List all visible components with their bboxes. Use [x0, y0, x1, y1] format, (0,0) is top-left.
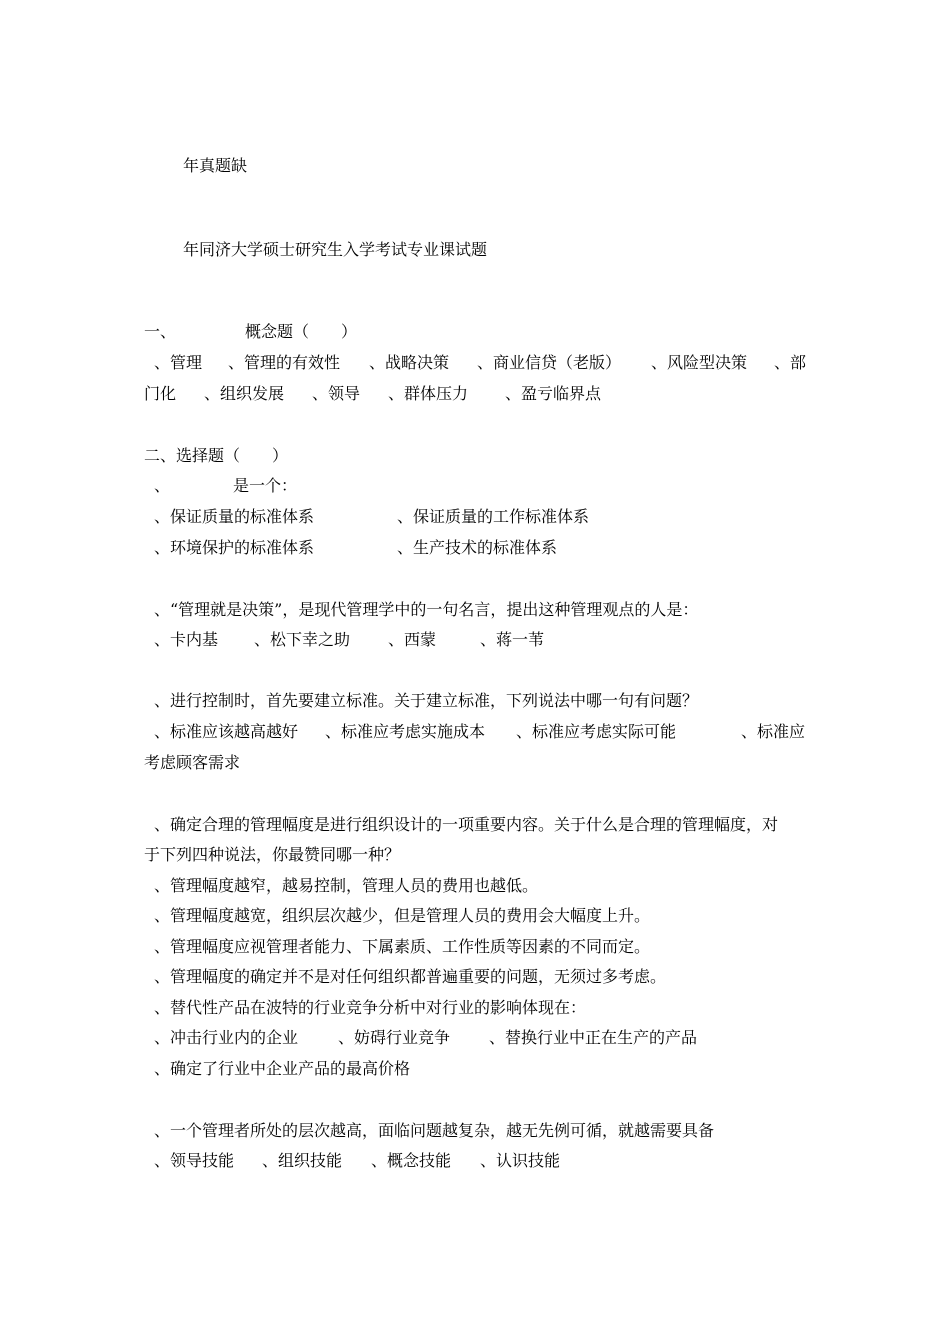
option-item: 、妨碍行业竞争 [338, 1028, 451, 1047]
question-stem: 是一个： [233, 476, 298, 495]
term-item: 门化 [144, 384, 177, 403]
question-stem: 、进行控制时，首先要建立标准。关于建立标准，下列说法中哪一句有问题？ [154, 691, 699, 710]
option-item: 、标准应 [741, 722, 806, 741]
term-item: 、战略决策 [369, 353, 450, 372]
option-item: 、标准应考虑实际可能 [516, 722, 677, 741]
term-item: 、群体压力 [388, 384, 469, 403]
option-item: 、管理幅度越宽，组织层次越少，但是管理人员的费用会大幅度上升。 [154, 906, 651, 925]
missing-year-note: 年真题缺 [183, 156, 248, 175]
option-continuation: 考虑顾客需求 [144, 753, 241, 772]
term-item: 、管理 [154, 353, 203, 372]
question-stem-continuation: 于下列四种说法，你最赞同哪一种？ [144, 845, 401, 864]
option-item: 、确定了行业中企业产品的最高价格 [154, 1059, 411, 1078]
option-item: 、领导技能 [154, 1151, 235, 1170]
term-item: 、商业信贷（老版） [477, 353, 622, 372]
option-item: 、概念技能 [371, 1151, 452, 1170]
term-item: 、管理的有效性 [228, 353, 341, 372]
question-stem: 、一个管理者所处的层次越高，面临问题越复杂，越无先例可循，就越需要具备 [154, 1121, 715, 1140]
term-item: 、部 [774, 353, 807, 372]
option-item: 、组织技能 [262, 1151, 343, 1170]
option-item: 、标准应该越高越好 [154, 722, 299, 741]
question-stem: 、确定合理的管理幅度是进行组织设计的一项重要内容。关于什么是合理的管理幅度，对 [154, 815, 779, 834]
option-item: 、卡内基 [154, 630, 219, 649]
term-item: 、风险型决策 [651, 353, 748, 372]
option-item: 、冲击行业内的企业 [154, 1028, 299, 1047]
option-item: 、蒋一苇 [480, 630, 545, 649]
question-stem: 、“管理就是决策”，是现代管理学中的一句名言，提出这种管理观点的人是： [154, 600, 699, 619]
option-item: 、保证质量的标准体系 [154, 507, 315, 526]
option-item: 、环境保护的标准体系 [154, 538, 315, 557]
option-item: 、西蒙 [388, 630, 437, 649]
option-item: 、保证质量的工作标准体系 [397, 507, 590, 526]
section2-title: 二、选择题（ ） [144, 446, 289, 465]
question-number: 、 [154, 476, 171, 495]
option-item: 、管理幅度应视管理者能力、下属素质、工作性质等因素的不同而定。 [154, 937, 651, 956]
option-item: 、生产技术的标准体系 [397, 538, 558, 557]
term-item: 、组织发展 [204, 384, 285, 403]
option-item: 、替换行业中正在生产的产品 [489, 1028, 698, 1047]
option-item: 、管理幅度越窄，越易控制，管理人员的费用也越低。 [154, 876, 539, 895]
option-item: 、标准应考虑实施成本 [325, 722, 486, 741]
section1-label: 一、 [144, 322, 177, 341]
exam-title: 年同济大学硕士研究生入学考试专业课试题 [183, 240, 488, 259]
section1-title: 概念题（ ） [245, 322, 358, 341]
option-item: 、认识技能 [480, 1151, 561, 1170]
option-item: 、松下幸之助 [254, 630, 351, 649]
term-item: 、盈亏临界点 [505, 384, 602, 403]
option-item: 、管理幅度的确定并不是对任何组织都普遍重要的问题，无须过多考虑。 [154, 967, 667, 986]
term-item: 、领导 [312, 384, 361, 403]
question-stem: 、替代性产品在波特的行业竞争分析中对行业的影响体现在： [154, 998, 587, 1017]
